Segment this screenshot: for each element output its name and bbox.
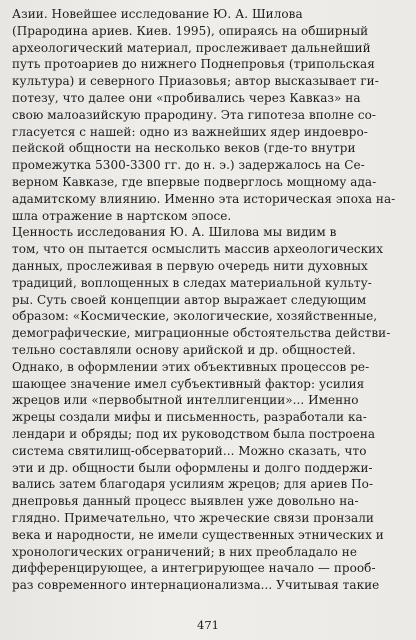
text-line: ры. Суть своей концепции автор выражает следующим xyxy=(12,292,367,307)
text-line: демографические, миграционные обстоятельства действи- xyxy=(12,326,391,341)
text-line: Однако, в оформлении этих объективных процессов ре- xyxy=(12,359,370,374)
text-line: потезу, что далее они «пробивались через Кавказ» на xyxy=(12,90,361,105)
text-line: традиций, воплощенных в следах материальной культу- xyxy=(12,275,372,290)
text-line: культура) и северного Приазовья; автор высказывает ги- xyxy=(12,74,379,89)
text-line: пейской общности на несколько веков (где-то внутри xyxy=(12,141,356,156)
page-number: 471 xyxy=(197,618,219,632)
text-line: днепровья данный процесс выявлен уже довольно на- xyxy=(12,494,359,509)
text-line: археологический материал, прослеживает дальнейший xyxy=(12,40,371,55)
text-line: эти и др. общности были оформлены и долго поддержи- xyxy=(12,460,373,475)
text-line: адамитскому влиянию. Именно эта историческая эпоха на- xyxy=(12,191,396,206)
text-line: верном Кавказе, где впервые подверглось мощному ада- xyxy=(12,174,377,189)
text-line: промежутка 5300-3300 гг. до н. э.) задержалось на Се- xyxy=(12,158,365,173)
text-line: данных, прослеживая в первую очередь нити духовных xyxy=(12,258,368,273)
text-line: глядно. Примечательно, что жреческие связи пронзали xyxy=(12,510,374,525)
text-line: том, что он пытается осмыслить массив археологических xyxy=(12,242,384,257)
text-line: Азии. Новейшее исследование Ю. А. Шилова xyxy=(12,7,303,21)
paragraph-start-line: Ценность исследования Ю. А. Шилова мы видим в xyxy=(12,225,337,240)
text-line: путь протоариев до нижнего Поднепровья (трипольская xyxy=(12,57,375,72)
text-line: дифференцирующее, а интегрирующее начало — прооб- xyxy=(12,561,376,576)
text-line: тельно составляли основу арийской и др. общностей. xyxy=(12,342,356,357)
text-line: хронологических ограничений; в них преобладало не xyxy=(12,544,358,559)
body-text xyxy=(12,6,404,594)
text-line: жрецов или «первобытной интеллигенции»... Именно xyxy=(12,393,359,408)
text-line: свою малоазийскую прародину. Эта гипотеза вполне со- xyxy=(12,107,377,122)
text-line: (Прародина ариев. Киев. 1995), опираясь на обширный xyxy=(12,23,369,38)
text-line: шла отражение в нартском эпосе. xyxy=(12,208,232,223)
text-line: система святилищ-обсерваторий... Можно сказать, что xyxy=(12,443,367,458)
text-line: раз современного интернационализма... Учитывая такие xyxy=(12,578,380,593)
text-line: гласуется с нашей: одно из важнейших ядер индоевро- xyxy=(12,124,368,139)
text-line: образом: «Космические, экологические, хозяйственные, xyxy=(12,309,378,324)
text-line: вались затем благодаря усилиям жрецов; для ариев По- xyxy=(12,477,374,492)
text-line: века и народности, не имели существенных этнических и xyxy=(12,527,384,542)
text-line: жрецы создали мифы и письменность, разработали ка- xyxy=(12,410,367,425)
text-line: лендари и обряды; под их руководством была построена xyxy=(12,426,376,441)
text-line: шающее значение имел субъективный фактор: усилия xyxy=(12,376,365,391)
